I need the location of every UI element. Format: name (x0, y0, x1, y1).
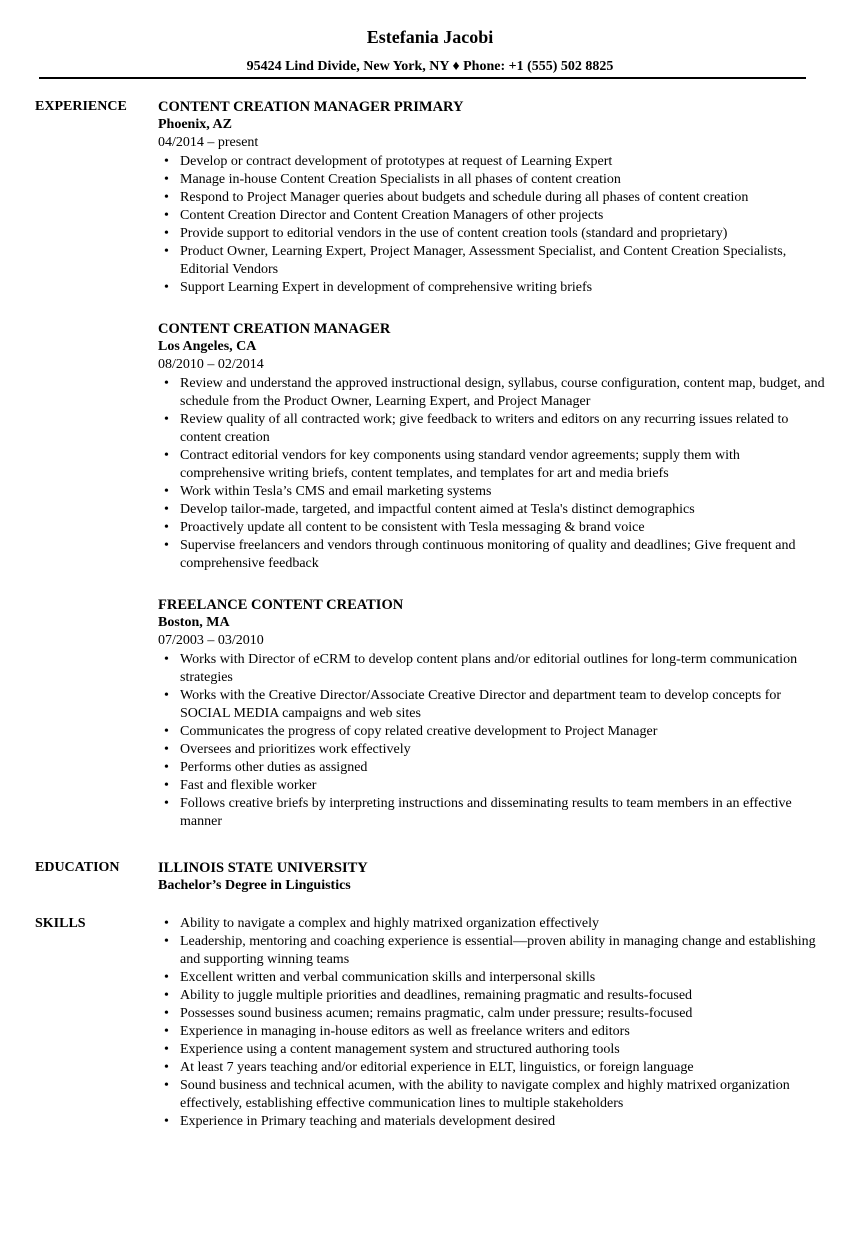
job-bullets (158, 651, 825, 831)
job-bullets (158, 375, 825, 573)
section-label-skills: SKILLS (35, 916, 86, 931)
bullet-item: • Follows creative briefs by interpreting instructions and disseminating results to team members in an effective manner (158, 795, 825, 831)
education-section (35, 859, 825, 895)
section-label-education: EDUCATION (35, 860, 120, 875)
job-entry (158, 320, 825, 573)
bullet-item: • Manage in-house Content Creation Specialists in all phases of content creation (158, 171, 825, 189)
skill-item: • Experience in managing in-house editors as well as freelance writers and editors (158, 1023, 825, 1041)
degree: Bachelor’s Degree in Linguistics (158, 878, 351, 893)
header-divider (39, 77, 806, 79)
bullet-item: • Performs other duties as assigned (158, 759, 825, 777)
job-title: CONTENT CREATION MANAGER PRIMARY (158, 99, 464, 115)
job-title: FREELANCE CONTENT CREATION (158, 597, 404, 613)
job-entry (158, 596, 825, 831)
education-entry (158, 859, 825, 895)
bullet-item: • Works with the Creative Director/Associate Creative Director and department team to develop concepts for SOCIAL MEDIA campaigns and web sites (158, 687, 825, 723)
experience-jobs (158, 98, 825, 831)
resume-content (35, 98, 825, 1131)
skill-item: • Experience using a content management system and structured authoring tools (158, 1041, 825, 1059)
bullet-item: • Provide support to editorial vendors in the use of content creation tools (standard and proprietary) (158, 225, 825, 243)
experience-section (35, 98, 825, 831)
job-bullets (158, 153, 825, 297)
skill-item: • Possesses sound business acumen; remains pragmatic, calm under pressure; results-focused (158, 1005, 825, 1023)
skill-item: • Excellent written and verbal communication skills and interpersonal skills (158, 969, 825, 987)
job-location: Phoenix, AZ (158, 117, 232, 132)
job-dates: 07/2003 – 03/2010 (158, 633, 264, 648)
bullet-item: • Supervise freelancers and vendors through continuous monitoring of quality and deadlines; Give frequent and comprehensive feedback (158, 537, 825, 573)
skill-item: • Ability to navigate a complex and highly matrixed organization effectively (158, 915, 825, 933)
school-name: ILLINOIS STATE UNIVERSITY (158, 860, 368, 876)
contact-line: 95424 Lind Divide, New York, NY ♦ Phone: +1 (555) 502 8825 (246, 59, 614, 74)
bullet-item: • Content Creation Director and Content Creation Managers of other projects (158, 207, 825, 225)
skills-section (35, 915, 825, 1131)
bullet-item: • Fast and flexible worker (158, 777, 825, 795)
bullet-item: • Proactively update all content to be consistent with Tesla messaging & brand voice (158, 519, 825, 537)
job-title: CONTENT CREATION MANAGER (158, 321, 391, 337)
bullet-item: • Review and understand the approved instructional design, syllabus, course configuration, content map, budget, and schedule from the Product Owner, Learning Expert, and Project Manager (158, 375, 825, 411)
bullet-item: • Review quality of all contracted work; give feedback to writers and editors on any recurring issues related to content creation (158, 411, 825, 447)
job-location: Boston, MA (158, 615, 230, 630)
bullet-item: • Product Owner, Learning Expert, Project Manager, Assessment Specialist, and Content Creation Specialists, Editorial Vendors (158, 243, 825, 279)
bullet-item: • Communicates the progress of copy related creative development to Project Manager (158, 723, 825, 741)
bullet-item: • Develop or contract development of prototypes at request of Learning Expert (158, 153, 825, 171)
skills-list (158, 915, 825, 1131)
job-dates: 04/2014 – present (158, 135, 259, 150)
bullet-item: • Work within Tesla’s CMS and email marketing systems (158, 483, 825, 501)
candidate-name: Estefania Jacobi (366, 27, 494, 47)
skill-item: • At least 7 years teaching and/or editorial experience in ELT, linguistics, or foreign language (158, 1059, 825, 1077)
job-entry (158, 98, 825, 297)
skill-item: • Leadership, mentoring and coaching experience is essential—proven ability in managing change and establishing and supporting winning teams (158, 933, 825, 969)
bullet-item: • Oversees and prioritizes work effectively (158, 741, 825, 759)
job-location: Los Angeles, CA (158, 339, 257, 354)
bullet-item: • Respond to Project Manager queries about budgets and schedule during all phases of content creation (158, 189, 825, 207)
job-dates: 08/2010 – 02/2014 (158, 357, 264, 372)
bullet-item: • Support Learning Expert in development of comprehensive writing briefs (158, 279, 825, 297)
section-label-experience: EXPERIENCE (35, 99, 127, 114)
skills-list-wrap (158, 915, 825, 1131)
skill-item: • Ability to juggle multiple priorities and deadlines, remaining pragmatic and results-focused (158, 987, 825, 1005)
skill-item: • Experience in Primary teaching and materials development desired (158, 1113, 825, 1131)
bullet-item: • Contract editorial vendors for key components using standard vendor agreements; supply them with comprehensive writing briefs, content templates, and templates for art and media briefs (158, 447, 825, 483)
bullet-item: • Works with Director of eCRM to develop content plans and/or editorial outlines for long-term communication strategies (158, 651, 825, 687)
bullet-item: • Develop tailor-made, targeted, and impactful content aimed at Tesla's distinct demographics (158, 501, 825, 519)
skill-item: • Sound business and technical acumen, with the ability to navigate complex and highly matrixed organization effectively, establishing effective communication lines to multiple stakeholders (158, 1077, 825, 1113)
